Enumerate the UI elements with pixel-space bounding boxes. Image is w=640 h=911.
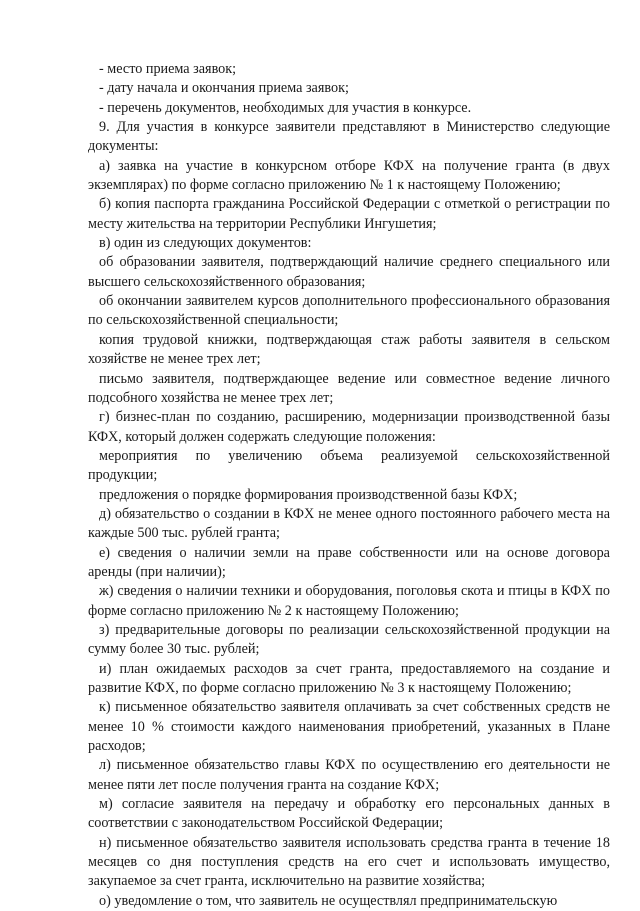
list-item-dates: - дату начала и окончания приема заявок;	[99, 80, 349, 97]
item-v-workbook: копия трудовой книжки, подтверждающая стаж работы заявителя в сельском хозяйстве не менее трех лет;	[88, 331, 610, 368]
item-a: а) заявка на участие в конкурсном отборе КФХ на получение гранта (в двух экземплярах) по форме согласно приложению № 1 к настоящему Положению;	[88, 157, 610, 194]
list-item-place: - место приема заявок;	[99, 61, 237, 77]
item-d: д) обязательство о создании в КФХ не менее одного постоянного рабочего места на каждые 500 тыс. рублей гранта;	[88, 505, 610, 542]
item-zh: ж) сведения о наличии техники и оборудования, поголовья скота и птицы в КФХ по форме согласно приложению № 2 к настоящему Положению;	[88, 583, 610, 619]
item-n: н) письменное обязательство заявителя использовать средства гранта в течение 18 месяцев со дня поступления средств на его счет и использовать имущество, закупаемое за счет гранта, исключительно на развитие хозяйства;	[88, 834, 610, 890]
item-v-courses: об окончании заявителем курсов дополнительного профессионального образования по сельскохозяйственной специальности;	[88, 293, 610, 329]
item-g: г) бизнес-план по созданию, расширению, модернизации производственной базы КФХ, который должен содержать следующие положения:	[88, 409, 610, 445]
paragraph-9: 9. Для участия в конкурсе заявители представляют в Министерство следующие документы:	[88, 119, 610, 155]
item-z: з) предварительные договоры по реализации сельскохозяйственной продукции на сумму более 30 тыс. рублей;	[88, 621, 610, 658]
item-i: и) план ожидаемых расходов за счет гранта, предоставляемого на создание и развитие КФХ, по форме согласно приложению № 3 к настоящему Положению;	[88, 660, 610, 696]
item-o: о) уведомление о том, что заявитель не осуществлял предпринимательскую	[99, 892, 558, 909]
list-item-documents: - перечень документов, необходимых для участия в конкурсе.	[99, 99, 472, 116]
item-g-proposals: предложения о порядке формирования производственной базы КФХ;	[99, 486, 518, 503]
item-m: м) согласие заявителя на передачу и обработку его персональных данных в соответствии с законодательством Российской Федерации;	[88, 796, 610, 832]
document-page	[88, 60, 610, 911]
item-e: е) сведения о наличии земли на праве собственности или на основе договора аренды (при наличии);	[88, 544, 610, 580]
item-v: в) один из следующих документов:	[99, 235, 312, 252]
item-v-letter: письмо заявителя, подтверждающее ведение или совместное ведение личного подсобного хозяйства не менее трех лет;	[88, 370, 610, 406]
item-b: б) копия паспорта гражданина Российской Федерации с отметкой о регистрации по месту жительства на территории Республики Ингушетия;	[88, 196, 610, 232]
item-k: к) письменное обязательство заявителя оплачивать за счет собственных средств не менее 10 % стоимости каждого наименования приобретений, указанных в Плане расходов;	[88, 699, 610, 755]
item-l: л) письменное обязательство главы КФХ по осуществлению его деятельности не менее пяти лет после получения гранта на создание КФХ;	[88, 757, 610, 793]
item-v-education: об образовании заявителя, подтверждающий наличие среднего специального или высшего сельскохозяйственного образования;	[88, 254, 610, 290]
item-g-measures: мероприятия по увеличению объема реализуемой сельскохозяйственной продукции;	[88, 447, 610, 484]
